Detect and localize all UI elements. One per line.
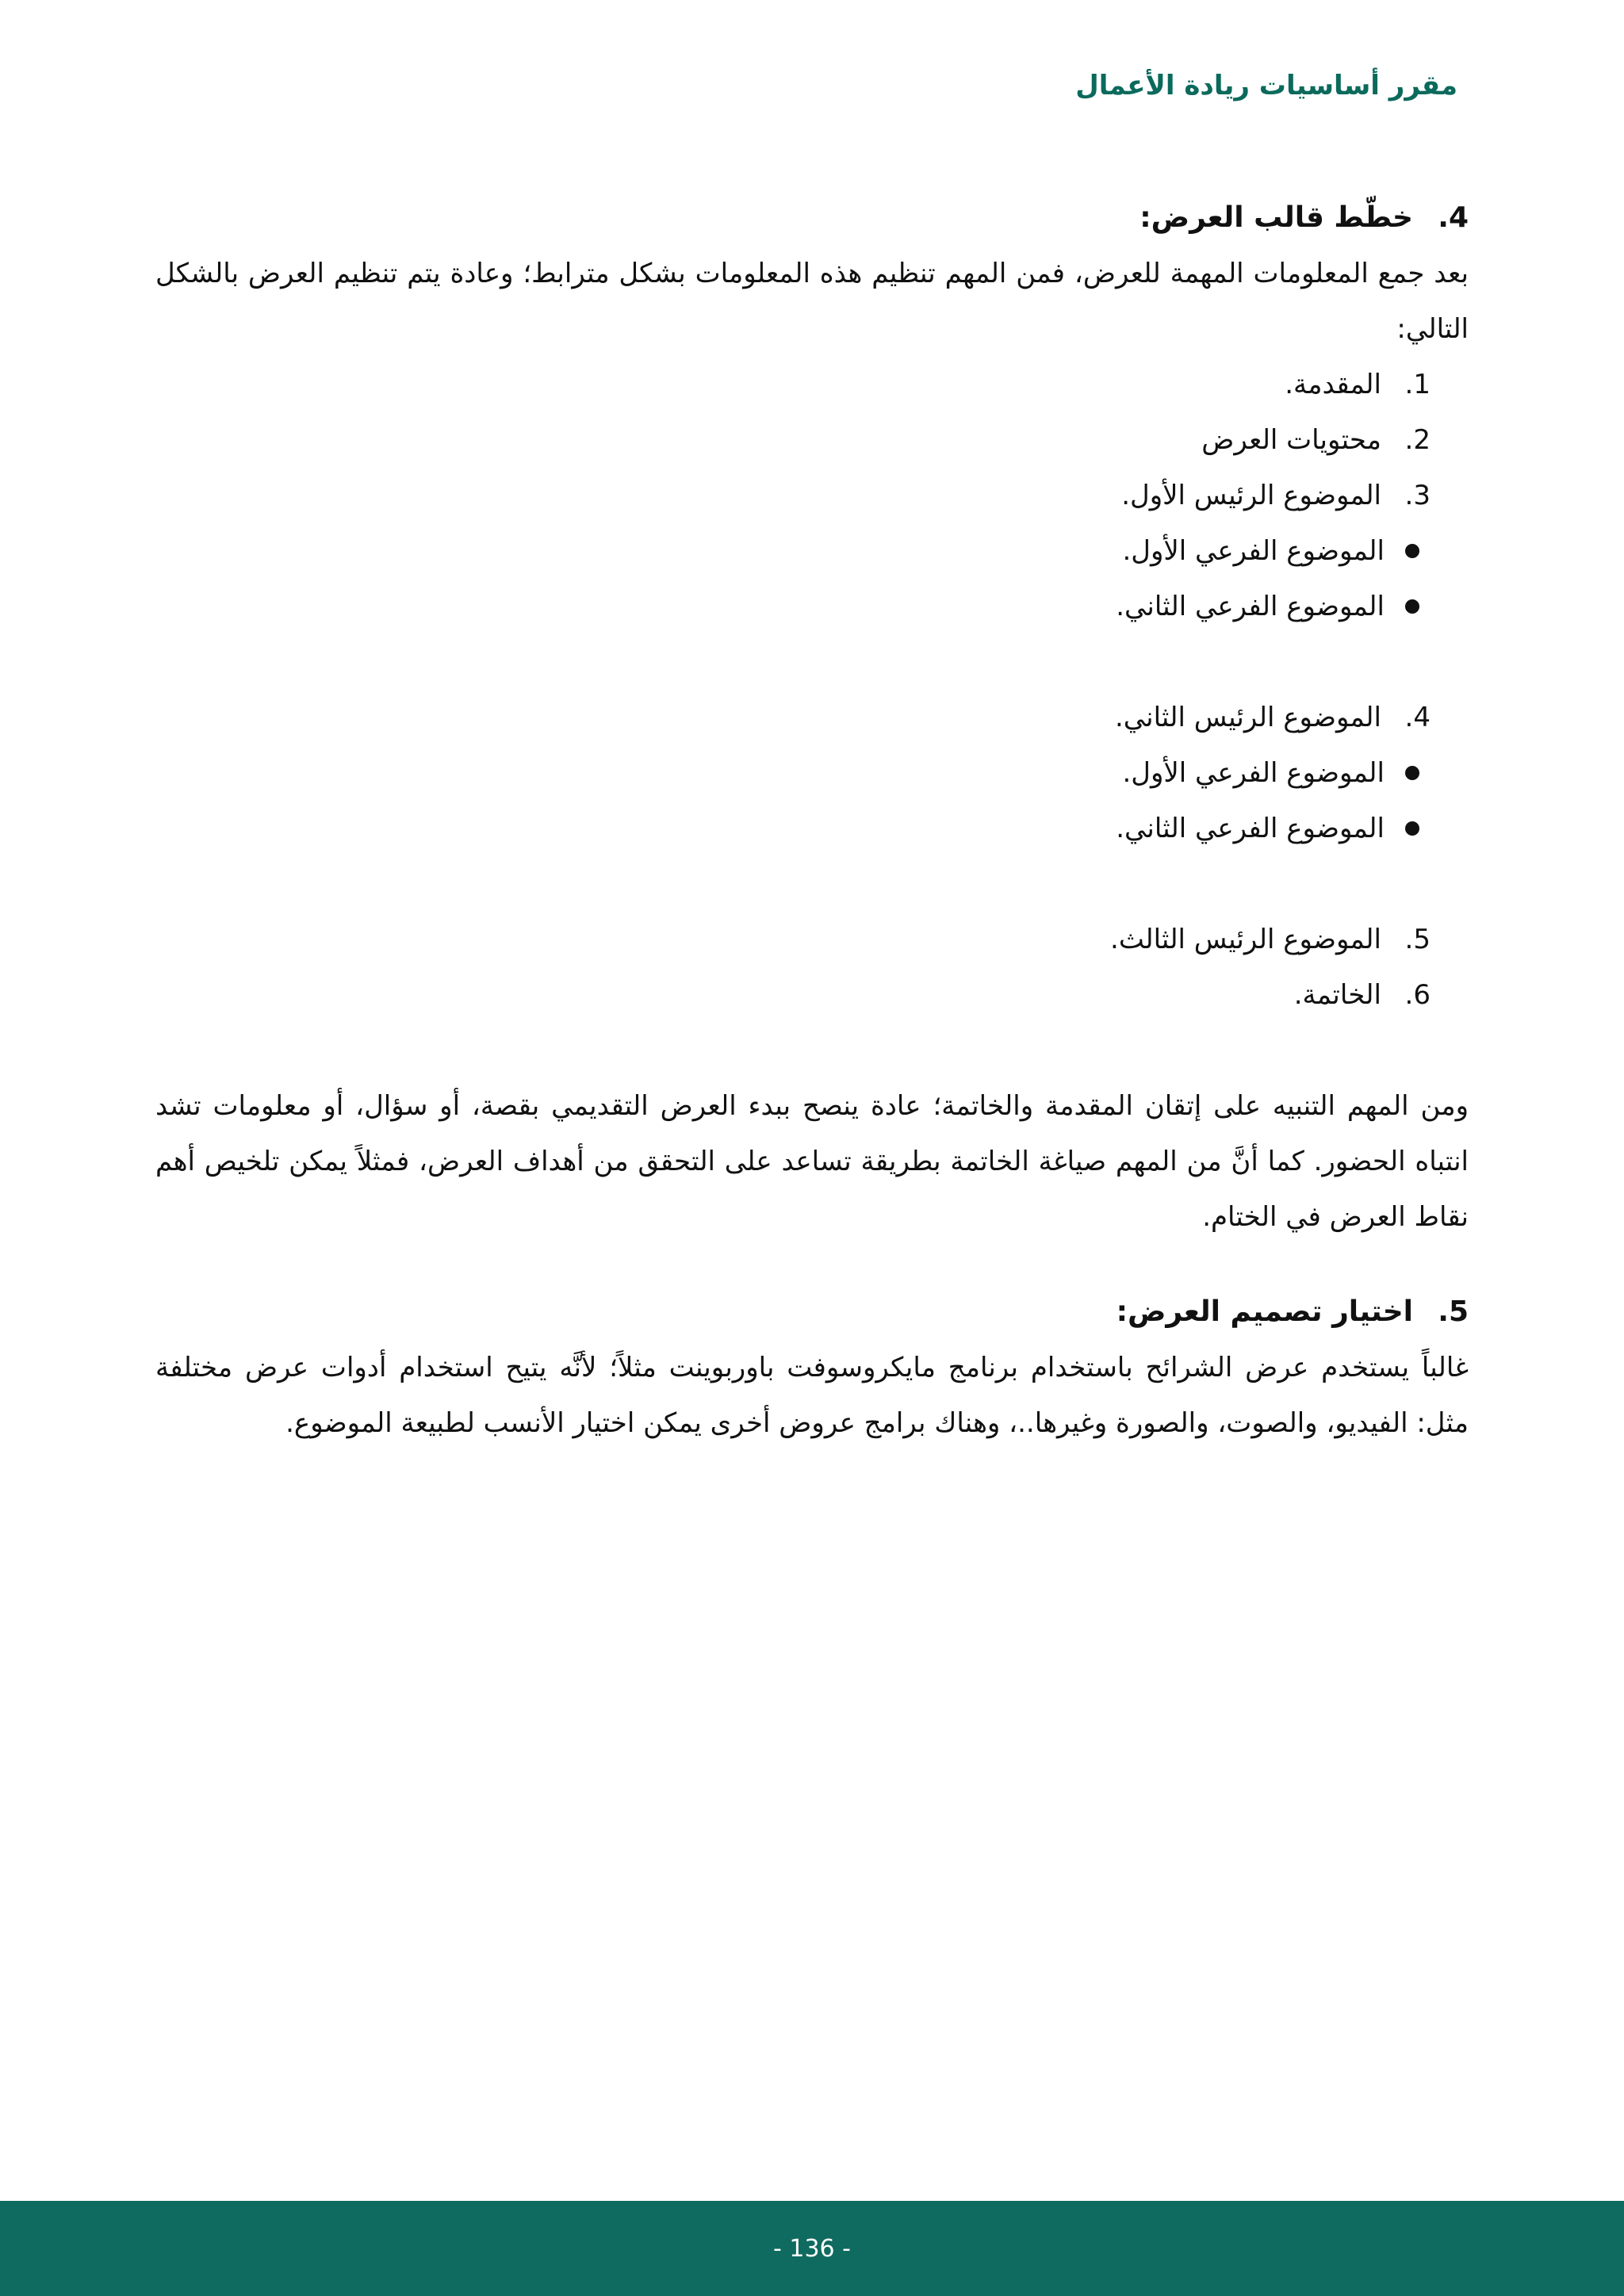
list-item	[155, 690, 1431, 745]
sublist-item-text: الموضوع الفرعي الأول.	[1122, 757, 1385, 789]
list-item-number: 6.	[1404, 979, 1431, 1011]
list-item-number: 1.	[1404, 369, 1431, 400]
list-item-text: المقدمة.	[1285, 369, 1381, 400]
section-4-title: خطّط قالب العرض:	[1139, 201, 1413, 234]
list-item	[155, 357, 1431, 412]
outline-list	[155, 912, 1469, 1023]
list-item-text: محتويات العرض	[1201, 424, 1381, 456]
sublist-item-text: الموضوع الفرعي الثاني.	[1116, 813, 1385, 844]
list-item-text: الموضوع الرئيس الثاني.	[1114, 702, 1381, 733]
section-5-title: اختيار تصميم العرض:	[1116, 1295, 1413, 1328]
list-item-number: 2.	[1404, 424, 1431, 456]
page-content	[155, 190, 1469, 1451]
sublist-item	[155, 523, 1419, 579]
list-item-text: الموضوع الرئيس الثالث.	[1110, 924, 1381, 955]
subtopic-list	[155, 523, 1469, 634]
spacer	[155, 634, 1469, 690]
section-5-body: غالباً يستخدم عرض الشرائح باستخدام برنامج مايكروسوفت باوربوينت مثلاً؛ لأنَّه يتيح استخدام أدوات عرض مختلفة مثل: الفيديو، والصوت، والصورة وغيرها..، وهناك برامج عروض أخرى يمكن اختيار الأنسب لطبيعة الموضوع.	[155, 1352, 1469, 1439]
sublist-item	[155, 801, 1419, 856]
list-item	[155, 967, 1431, 1023]
section-4-intro: بعد جمع المعلومات المهمة للعرض، فمن المهم تنظيم هذه المعلومات بشكل مترابط؛ وعادة يتم تنظيم العرض بالشكل التالي:	[155, 258, 1469, 345]
subtopic-list	[155, 745, 1469, 856]
outline-list	[155, 690, 1469, 745]
list-item-text: الخاتمة.	[1293, 979, 1381, 1011]
section-4-heading	[155, 190, 1469, 246]
page-number: - 136 -	[773, 2234, 851, 2263]
list-item	[155, 468, 1431, 523]
list-item-number: 5.	[1404, 924, 1431, 955]
section-4-closing-paragraph: ومن المهم التنبيه على إتقان المقدمة والخاتمة؛ عادة ينصح ببدء العرض التقديمي بقصة، أو سؤال، أو معلومات تشد انتباه الحضور. كما أنَّ من المهم صياغة الخاتمة بطريقة تساعد على التحقق من أهداف العرض، فمثلاً يمكن تلخيص أهم نقاط العرض في الختام.	[155, 1090, 1469, 1233]
sublist-item	[155, 745, 1419, 801]
spacer	[155, 856, 1469, 912]
spacer	[155, 1023, 1469, 1078]
spacer	[155, 1245, 1469, 1284]
sublist-item-text: الموضوع الفرعي الأول.	[1122, 535, 1385, 567]
section-4-number: 4.	[1438, 201, 1469, 234]
list-item	[155, 412, 1431, 468]
list-item-number: 4.	[1404, 702, 1431, 733]
sublist-item-text: الموضوع الفرعي الثاني.	[1116, 591, 1385, 622]
bullet-icon	[1405, 766, 1419, 780]
outline-list	[155, 357, 1469, 523]
footer-bar	[0, 2201, 1624, 2296]
bullet-icon	[1405, 599, 1419, 614]
section-5-number: 5.	[1438, 1295, 1469, 1328]
list-item-text: الموضوع الرئيس الأول.	[1121, 480, 1381, 511]
section-5-heading	[155, 1284, 1469, 1340]
bullet-icon	[1405, 821, 1419, 836]
list-item-number: 3.	[1404, 480, 1431, 511]
running-header: مقرر أساسيات ريادة الأعمال	[1075, 70, 1457, 101]
sublist-item	[155, 579, 1419, 634]
bullet-icon	[1405, 544, 1419, 558]
list-item	[155, 912, 1431, 967]
